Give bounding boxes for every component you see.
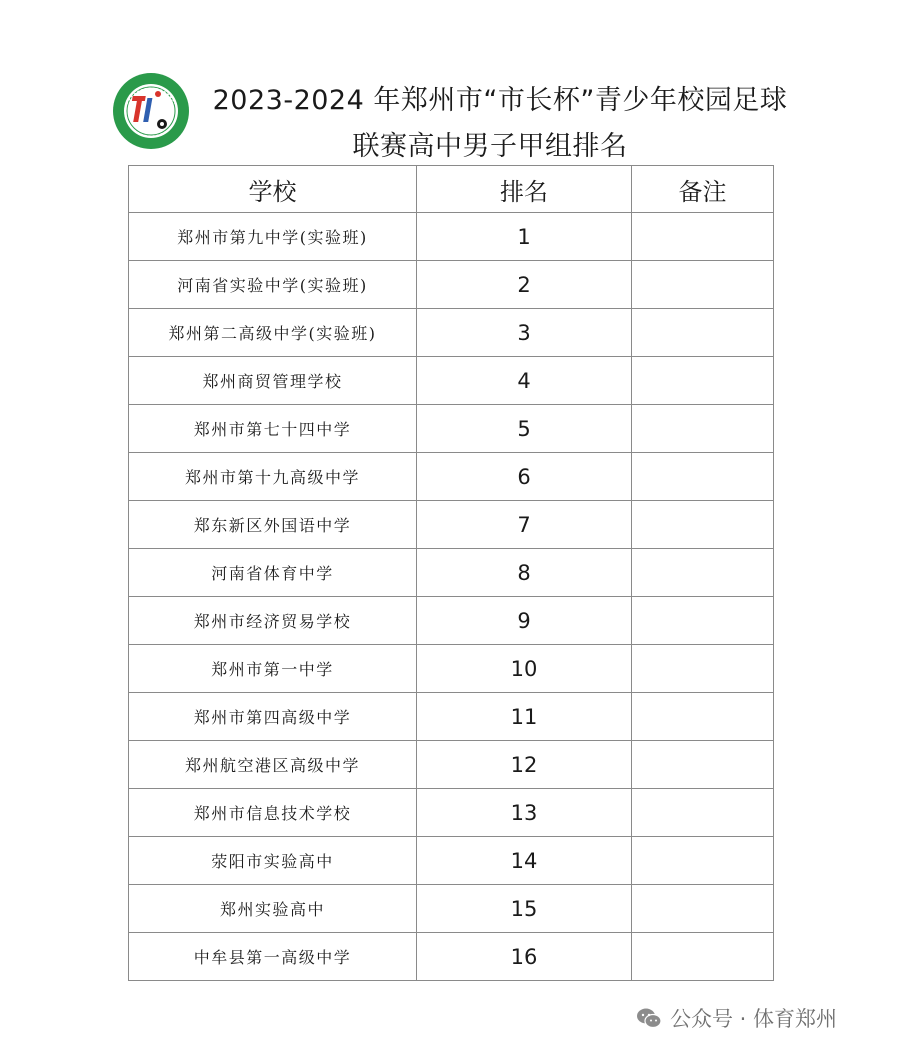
school-name: 中牟县第一高级中学: [129, 933, 417, 981]
school-name: 郑东新区外国语中学: [129, 501, 417, 549]
table-row: [129, 261, 774, 309]
header-rank: 排名: [417, 166, 632, 213]
note-cell: [632, 597, 774, 645]
table-row: [129, 309, 774, 357]
rank-value: 16: [417, 933, 632, 981]
note-cell: [632, 213, 774, 261]
school-name: 郑州实验高中: [129, 885, 417, 933]
rank-value: 1: [417, 213, 632, 261]
page-title-line-2: 联赛高中男子甲组排名: [352, 131, 628, 162]
school-name: 郑州市信息技术学校: [129, 789, 417, 837]
table-row: [129, 453, 774, 501]
ranking-table: [128, 165, 774, 981]
note-cell: [632, 405, 774, 453]
note-cell: [632, 549, 774, 597]
table-row: [129, 645, 774, 693]
note-cell: [632, 309, 774, 357]
rank-value: 7: [417, 501, 632, 549]
rank-value: 13: [417, 789, 632, 837]
note-cell: [632, 501, 774, 549]
rank-value: 3: [417, 309, 632, 357]
page-title-line-1: 2023-2024 年郑州市“市长杯”青少年校园足球: [212, 85, 788, 116]
rank-value: 6: [417, 453, 632, 501]
note-cell: [632, 645, 774, 693]
watermark-text: 公众号 · 体育郑州: [670, 1007, 838, 1031]
rank-value: 8: [417, 549, 632, 597]
note-cell: [632, 885, 774, 933]
rank-value: 5: [417, 405, 632, 453]
table-row: [129, 741, 774, 789]
school-name: 郑州商贸管理学校: [129, 357, 417, 405]
note-cell: [632, 261, 774, 309]
table-row: [129, 405, 774, 453]
school-name: 郑州市第四高级中学: [129, 693, 417, 741]
school-name: 郑州市第十九高级中学: [129, 453, 417, 501]
rank-value: 9: [417, 597, 632, 645]
school-name: 郑州市第七十四中学: [129, 405, 417, 453]
note-cell: [632, 357, 774, 405]
school-name: 郑州第二高级中学(实验班): [129, 309, 417, 357]
school-name: 河南省体育中学: [129, 549, 417, 597]
table-row: [129, 933, 774, 981]
table-row: [129, 597, 774, 645]
wechat-watermark: [636, 1004, 837, 1032]
league-logo-icon: [112, 72, 190, 150]
rank-value: 12: [417, 741, 632, 789]
school-name: 郑州市第一中学: [129, 645, 417, 693]
note-cell: [632, 837, 774, 885]
school-name: 荥阳市实验高中: [129, 837, 417, 885]
table-row: [129, 357, 774, 405]
rank-value: 10: [417, 645, 632, 693]
rank-value: 2: [417, 261, 632, 309]
table-row: [129, 501, 774, 549]
rank-value: 4: [417, 357, 632, 405]
table-row: [129, 549, 774, 597]
table-row: [129, 693, 774, 741]
rank-value: 15: [417, 885, 632, 933]
rank-value: 11: [417, 693, 632, 741]
table-row: [129, 789, 774, 837]
school-name: 郑州市经济贸易学校: [129, 597, 417, 645]
table-row: [129, 885, 774, 933]
school-name: 河南省实验中学(实验班): [129, 261, 417, 309]
wechat-official-account-icon: [636, 1007, 662, 1029]
header-note: 备注: [632, 166, 774, 213]
header-school: 学校: [129, 166, 417, 213]
note-cell: [632, 741, 774, 789]
table-row: [129, 213, 774, 261]
note-cell: [632, 693, 774, 741]
note-cell: [632, 453, 774, 501]
note-cell: [632, 933, 774, 981]
table-row: [129, 837, 774, 885]
note-cell: [632, 789, 774, 837]
table-header-row: [129, 166, 774, 213]
rank-value: 14: [417, 837, 632, 885]
school-name: 郑州航空港区高级中学: [129, 741, 417, 789]
school-name: 郑州市第九中学(实验班): [129, 213, 417, 261]
